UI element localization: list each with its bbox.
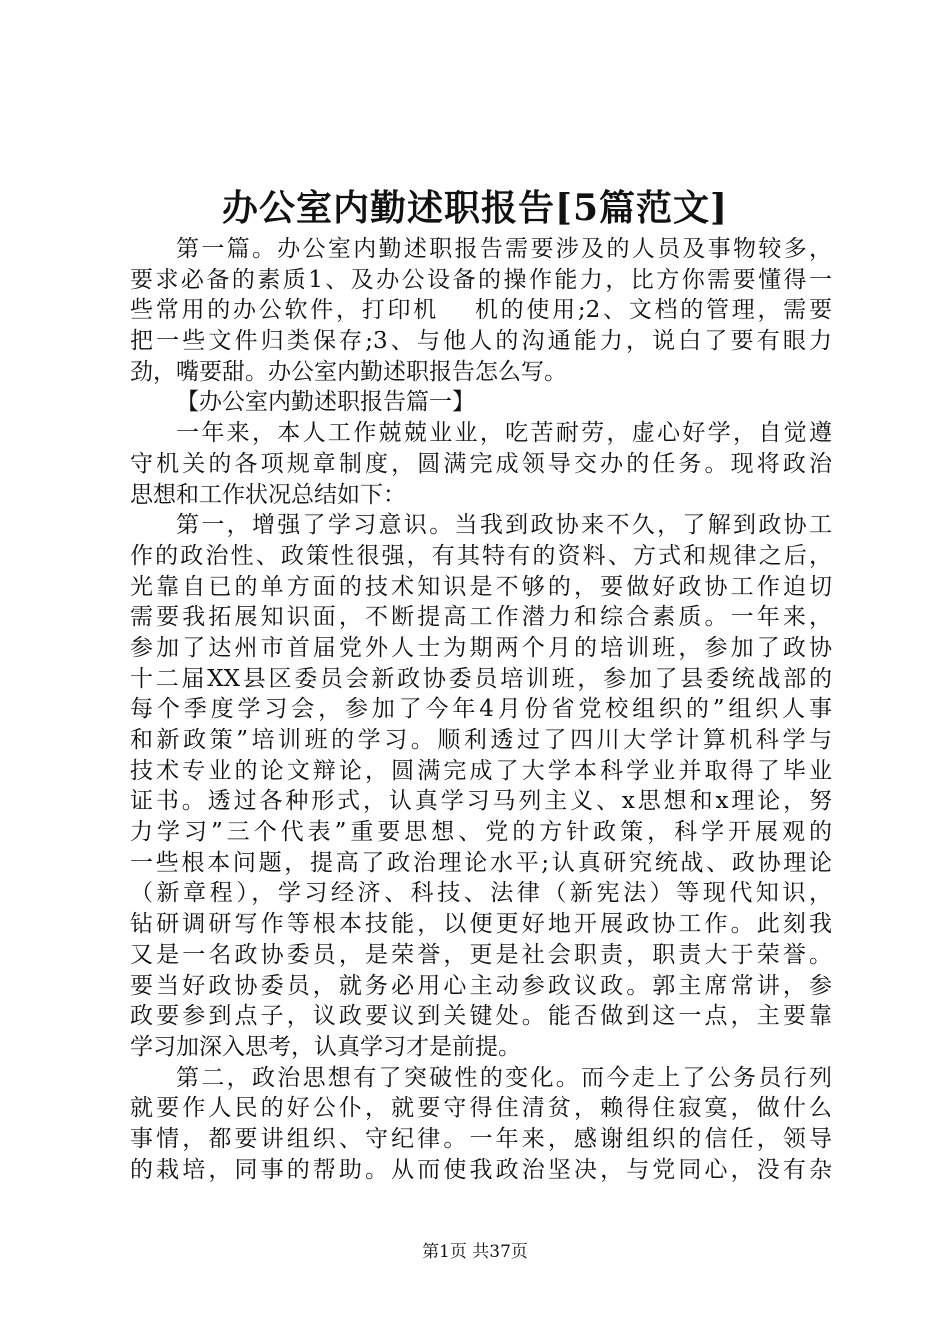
document-title: 办公室内勤述职报告[5篇范文] <box>221 187 729 229</box>
body-line: 参加了达州市首届党外人士为期两个月的培训班，参加了政协 <box>130 634 832 661</box>
body-line: 一些根本问题，提高了政治理论水平;认真研究统战、政协理论 <box>130 849 832 876</box>
body-line: 的栽培，同事的帮助。从而使我政治坚决，与党同心，没有杂 <box>130 1156 832 1183</box>
body-line: 要当好政协委员，就务必用心主动参政议政。郭主席常讲，参 <box>130 972 832 999</box>
body-line: （新章程），学习经济、科技、法律（新宪法）等现代知识， <box>130 880 832 907</box>
body-line: 第二，政治思想有了突破性的变化。而今走上了公务员行列 <box>176 1064 832 1091</box>
body-line: 十二届XX县区委员会新政协委员培训班，参加了县委统战部的 <box>130 665 832 692</box>
body-line: 每个季度学习会，参加了今年4月份省党校组织的”组织人事 <box>130 696 832 723</box>
body-line: 需要我拓展知识面，不断提高工作潜力和综合素质。一年来， <box>130 604 832 631</box>
section-heading: 【办公室内勤述职报告篇一】 <box>176 389 475 416</box>
body-line: 守机关的各项规章制度，圆满完成领导交办的任务。现将政治 <box>130 450 832 477</box>
body-line: 一年来，本人工作兢兢业业，吃苦耐劳，虚心好学，自觉遵 <box>176 420 832 447</box>
body-line: 把一些文件归类保存;3、与他人的沟通能力，说白了要有眼力 <box>130 328 832 355</box>
body-line: 和新政策”培训班的学习。顺利透过了四川大学计算机科学与 <box>130 727 832 753</box>
body-line: 第一篇。办公室内勤述职报告需要涉及的人员及事物较多， <box>176 236 832 262</box>
body-line: 第一，增强了学习意识。当我到政协来不久，了解到政协工 <box>176 512 832 539</box>
body-line: 要求必备的素质1、及办公设备的操作能力，比方你需要懂得一 <box>130 266 832 293</box>
body-line: 力学习”三个代表”重要思想、党的方针政策，科学开展观的 <box>130 819 832 846</box>
body-line: 事情，都要讲组织、守纪律。一年来，感谢组织的信任，领导 <box>130 1125 832 1152</box>
body-line: 作的政治性、政策性很强，有其特有的资料、方式和规律之后， <box>130 542 832 569</box>
body-line: 劲，嘴要甜。办公室内勤述职报告怎么写。 <box>130 358 567 385</box>
body-line: 钻研调研写作等根本技能，以便更好地开展政协工作。此刻我 <box>130 911 832 938</box>
body-line: 就要作人民的好公仆，就要守得住清贫，赖得住寂寞，做什么 <box>130 1095 832 1122</box>
page-number-footer: 第1页 共37页 <box>422 1242 528 1262</box>
body-line: 思想和工作状况总结如下： <box>130 481 406 508</box>
body-line: 学习加深入思考，认真学习才是前提。 <box>130 1033 521 1060</box>
document-body <box>130 234 832 1185</box>
body-line: 政要参到点子，议政要议到关键处。能否做到这一点，主要靠 <box>130 1003 832 1030</box>
body-line: 技术专业的论文辩论，圆满完成了大学本科学业并取得了毕业 <box>130 757 832 784</box>
body-line: 光靠自已的单方面的技术知识是不够的，要做好政协工作迫切 <box>130 573 832 600</box>
body-line: 又是一名政协委员，是荣誉，更是社会职责，职责大于荣誉。 <box>130 941 832 968</box>
body-line: 些常用的办公软件，打印机 机的使用;2、文档的管理，需要 <box>130 297 832 324</box>
body-line: 证书。透过各种形式，认真学习马列主义、x思想和x理论，努 <box>130 788 832 815</box>
